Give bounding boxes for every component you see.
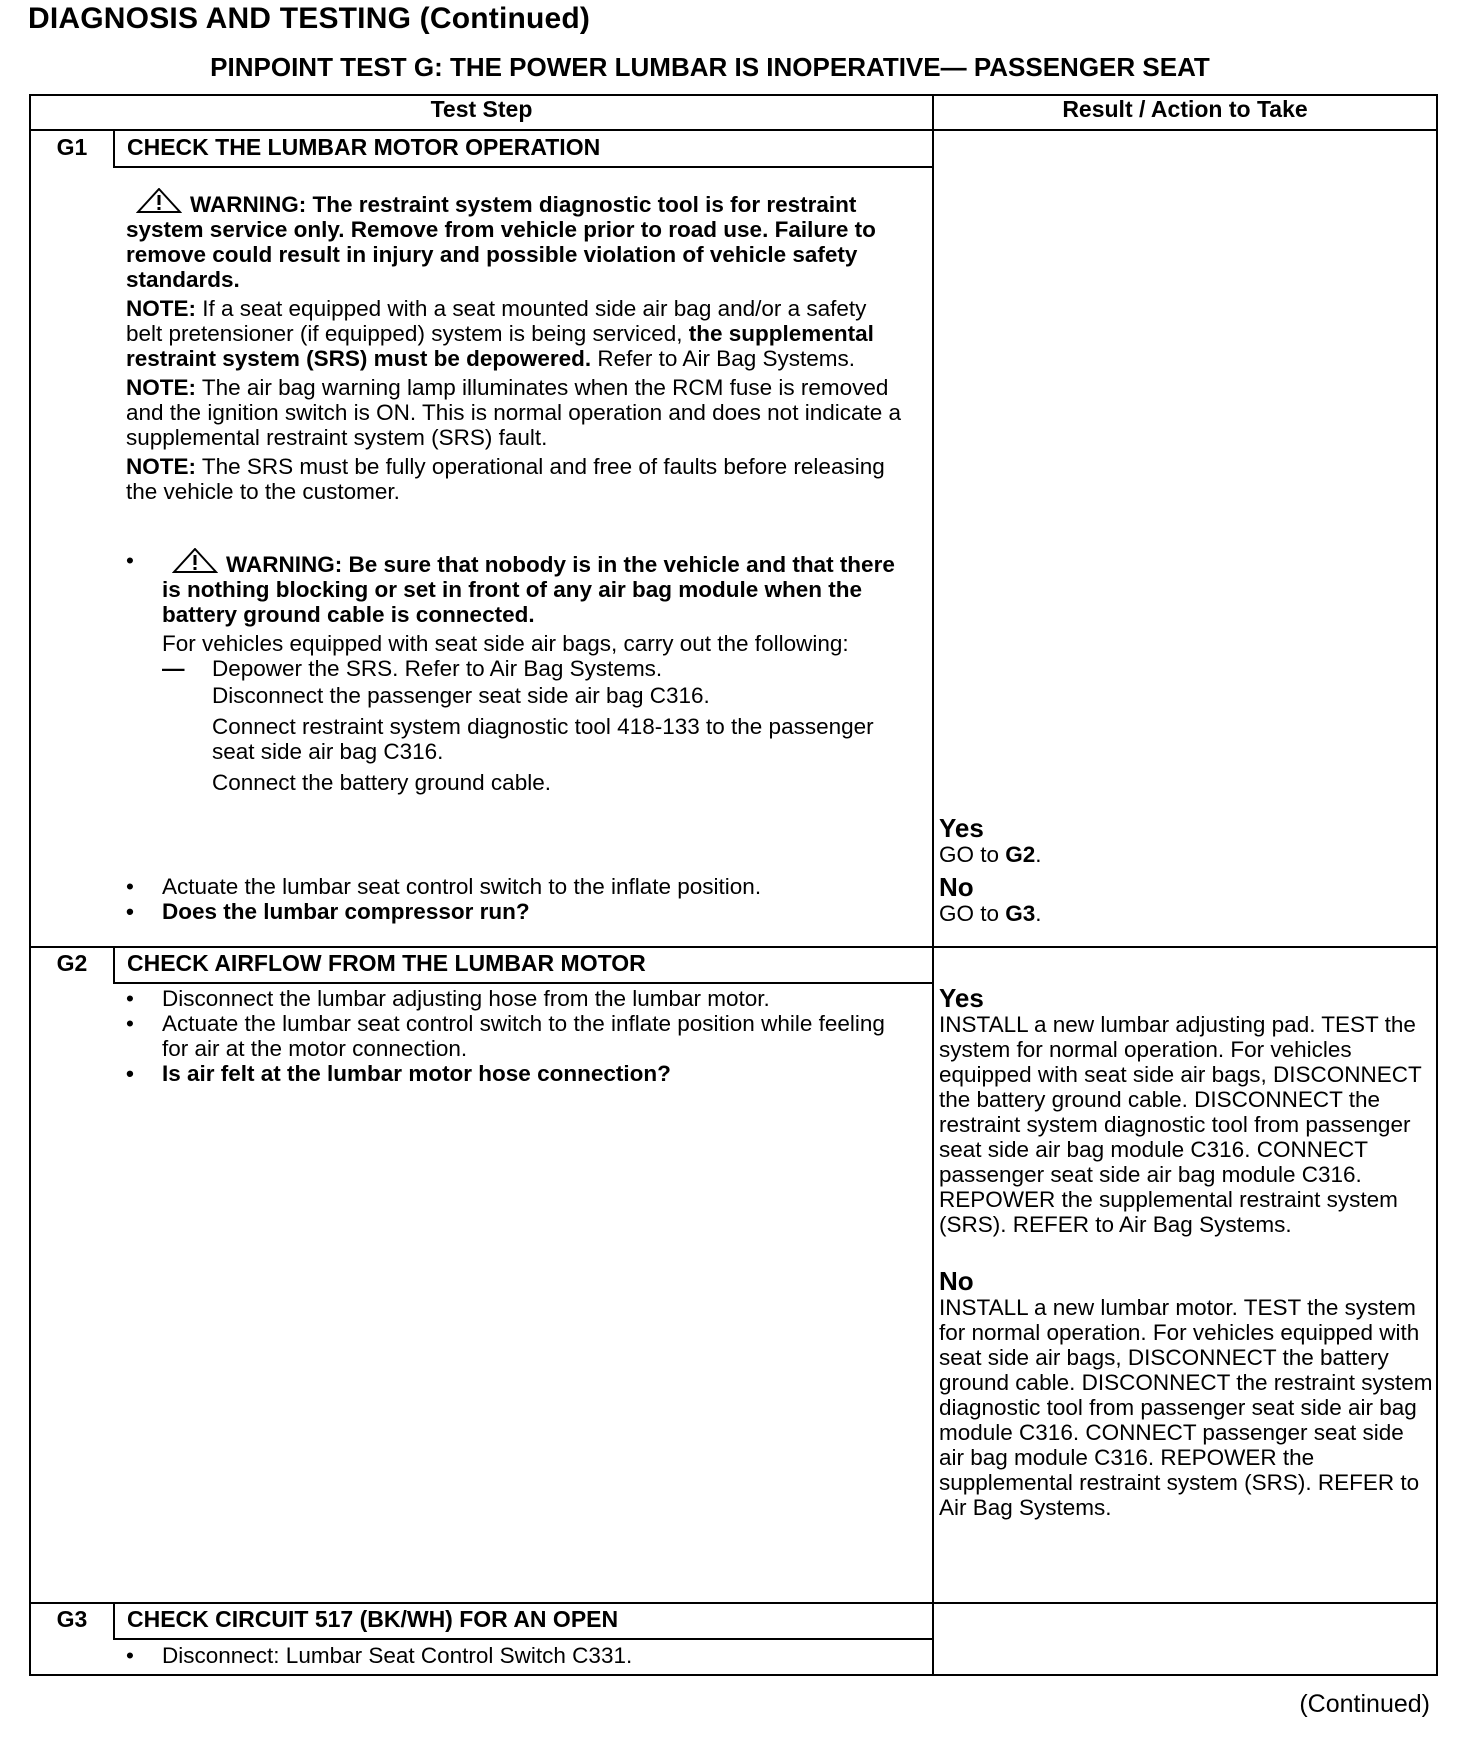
- column-header-result: Result / Action to Take: [1062, 96, 1308, 122]
- list-item: • Is air felt at the lumbar motor hose connection?: [126, 1061, 671, 1086]
- note-srs-operational: NOTE: The SRS must be fully operational and free of faults before releasing the vehicle to the customer.: [126, 454, 885, 504]
- g2-procedure: [126, 986, 906, 1086]
- list-item: • Disconnect the lumbar adjusting hose from the lumbar motor.: [126, 986, 770, 1011]
- step-title-g2: CHECK AIRFLOW FROM THE LUMBAR MOTOR: [127, 950, 646, 976]
- result-no-label: No: [939, 1266, 974, 1296]
- step-id-g1: G1: [56, 134, 88, 160]
- list-item: • Disconnect: Lumbar Seat Control Switch C331.: [126, 1643, 633, 1668]
- list-item: • WARNING: Be sure that nobody is in the vehicle and that there is nothing blocking or set in front of any air bag module when the battery ground cable is connected. For vehicles equipped with seat side air bags, carry out the following: — Depower the SRS. Refer to Air Bag Systems. Disconnect the passenger seat side air bag C316. Connect restraint system diagnostic tool 418-133 to the passenger seat side air bag C316. Connect the battery ground cable.: [126, 548, 906, 795]
- column-header-test-step: Test Step: [430, 96, 533, 122]
- result-no-action: INSTALL a new lumbar motor. TEST the system for normal operation. For vehicles equipped with seat side air bags, DISCONNECT the battery ground cable. DISCONNECT the restraint system diagnostic tool from passenger seat side air bag module C316. CONNECT passenger seat side air bag module C316. REPOWER the supplemental restraint system (SRS). REFER to Air Bag Systems.: [939, 1295, 1433, 1520]
- result-no-action: GO to G3.: [939, 901, 1042, 926]
- result-yes-action: INSTALL a new lumbar adjusting pad. TEST the system for normal operation. For vehicles equipped with seat side air bags, DISCONNECT the battery ground cable. DISCONNECT the restraint system diagnostic tool from passenger seat side air bag module C316. CONNECT passenger seat side air bag module C316. REPOWER the supplemental restraint system (SRS). REFER to Air Bag Systems.: [939, 1012, 1422, 1237]
- list-item: • Actuate the lumbar seat control switch to the inflate position.: [126, 874, 762, 899]
- continued-label: (Continued): [1299, 1690, 1430, 1718]
- list-item: • Actuate the lumbar seat control switch to the inflate position while feeling for air at the motor connection.: [126, 1011, 885, 1061]
- pinpoint-test-title: PINPOINT TEST G: THE POWER LUMBAR IS INOPERATIVE— PASSENGER SEAT: [210, 52, 1210, 82]
- warning-triangle-icon: [172, 548, 218, 574]
- g2-results: [939, 984, 1434, 1520]
- step-id-g2: G2: [56, 950, 88, 976]
- g1-step-body: [126, 188, 906, 504]
- page-title: DIAGNOSIS AND TESTING (Continued): [28, 2, 591, 35]
- procedure-intro: For vehicles equipped with seat side air bags, carry out the following:: [162, 631, 849, 656]
- list-item: • Does the lumbar compressor run?: [126, 899, 530, 924]
- note-warning-lamp: NOTE: The air bag warning lamp illuminates when the RCM fuse is removed and the ignition switch is ON. This is normal operation and does not indicate a supplemental restraint system (SRS) fault.: [126, 375, 902, 450]
- g1-actions: [126, 874, 916, 924]
- note-srs-depower: NOTE: If a seat equipped with a seat mounted side air bag and/or a safety belt pretensioner (if equipped) system is being serviced, the supplemental restraint system (SRS) must be depowered. Refer to Air Bag Systems.: [126, 296, 874, 371]
- step-id-g3: G3: [56, 1606, 88, 1632]
- result-yes-action: GO to G2.: [939, 842, 1042, 867]
- g3-procedure: [126, 1643, 906, 1668]
- warning-restraint-tool: WARNING: The restraint system diagnostic tool is for restraint system service only. Remove from vehicle prior to road use. Failure to remove could result in injury and possible violation of vehicle safety standards.: [126, 188, 906, 292]
- result-yes-label: Yes: [939, 983, 984, 1013]
- g1-results: [939, 814, 1434, 926]
- list-item: — Depower the SRS. Refer to Air Bag Systems. Disconnect the passenger seat side air bag C316. Connect restraint system diagnostic tool 418-133 to the passenger seat side air bag C316. Connect the battery ground cable.: [162, 656, 906, 795]
- sub-step: Connect restraint system diagnostic tool 418-133 to the passenger seat side air bag C316.: [212, 714, 874, 764]
- result-yes-label: Yes: [939, 813, 984, 843]
- warning-triangle-icon: [136, 188, 182, 214]
- step-title-g1: CHECK THE LUMBAR MOTOR OPERATION: [127, 134, 601, 160]
- g1-procedure: [126, 548, 906, 795]
- sub-step: Connect the battery ground cable.: [212, 770, 551, 795]
- result-no-label: No: [939, 872, 974, 902]
- step-title-g3: CHECK CIRCUIT 517 (BK/WH) FOR AN OPEN: [127, 1606, 619, 1632]
- warning-nobody-in-vehicle: WARNING: Be sure that nobody is in the vehicle and that there is nothing blocking or set in front of any air bag module when the battery ground cable is connected.: [162, 548, 906, 627]
- sub-step: Disconnect the passenger seat side air bag C316.: [212, 683, 710, 708]
